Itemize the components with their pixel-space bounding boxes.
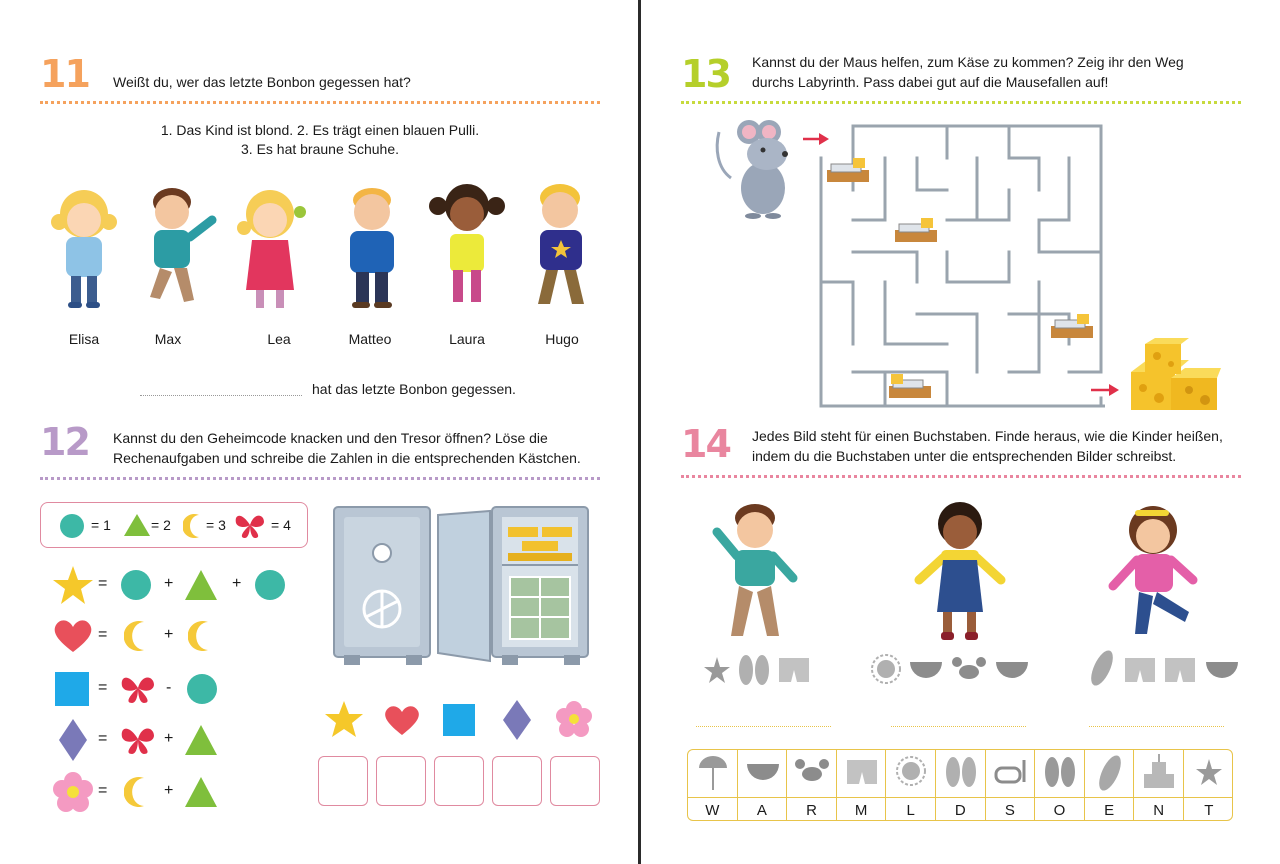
butterfly-icon: [120, 722, 156, 756]
sandcastle-icon: [1140, 754, 1178, 790]
shorts-icon: [1123, 656, 1157, 684]
circle-icon: [120, 569, 152, 601]
flip-flops-icon: [944, 756, 978, 788]
kid-laura-illustration: [424, 182, 510, 317]
code-legend: [40, 502, 308, 548]
triangle-icon: [123, 512, 151, 538]
divider-12: [40, 477, 600, 480]
letter-key-cell: [986, 750, 1036, 821]
equals-sign: =: [98, 782, 108, 799]
mousetrap-icon: [893, 216, 939, 244]
starfish-icon: [1195, 758, 1223, 786]
letter-key-cell: [787, 750, 837, 821]
question-11-number: 11: [40, 52, 89, 96]
letter-r: R: [806, 802, 817, 819]
right-page: [641, 0, 1280, 864]
mouse-illustration: [711, 118, 799, 220]
kid-hugo-illustration: [522, 180, 602, 317]
equation-diamond: [50, 718, 290, 762]
triangle-icon: [184, 724, 218, 756]
mousetrap-icon: [825, 156, 871, 184]
answer-suffix-11: hat das letzte Bonbon gegessen.: [312, 381, 516, 397]
equation-heart: [50, 614, 290, 658]
letter-t: T: [1204, 802, 1214, 819]
code-diamond-icon: [502, 699, 532, 741]
code-answer-box-5[interactable]: [550, 756, 600, 806]
mousetrap-icon: [887, 372, 933, 400]
girl-bob-illustration: [1105, 500, 1201, 642]
equation-square: [50, 667, 290, 711]
circle-icon: [254, 569, 286, 601]
kid-name-elisa: Elisa: [68, 331, 100, 347]
clue-group-2: [871, 654, 1041, 686]
moon-icon: [124, 620, 152, 652]
butterfly-icon: [120, 671, 156, 705]
equation-star: [50, 563, 290, 607]
question-14-text-line-1: Jedes Bild steht für einen Buchstaben. Finde heraus, wie die Kinder heißen,: [752, 428, 1223, 444]
code-answer-box-4[interactable]: [492, 756, 542, 806]
triangle-icon: [184, 569, 218, 601]
plus-sign: +: [164, 626, 174, 643]
code-flower-icon: [554, 700, 594, 738]
moon-icon: [188, 620, 216, 652]
legend-moon-value: = 3: [206, 517, 226, 533]
butterfly-icon: [234, 510, 266, 540]
code-star-icon: [324, 700, 364, 738]
mousetrap-icon: [1049, 312, 1095, 340]
snorkel-mask-icon: [993, 758, 1029, 788]
clue-line-1: 1. Das Kind ist blond. 2. Es trägt einen blauen Pulli.: [160, 122, 480, 138]
kid-elisa-illustration: [44, 182, 124, 317]
letter-key-cell: [886, 750, 936, 821]
watermelon-icon: [746, 762, 780, 782]
letter-key-cell: [936, 750, 986, 821]
flower-icon: [52, 772, 94, 812]
plus-sign: +: [232, 575, 242, 592]
letter-key-strip: [687, 749, 1233, 821]
code-square-icon: [442, 703, 476, 737]
letter-o: O: [1053, 802, 1066, 819]
circle-icon: [59, 513, 85, 539]
divider-13: [681, 101, 1241, 104]
legend-triangle-value: = 2: [151, 517, 171, 533]
maze-exit-arrow-icon: [1089, 383, 1121, 397]
code-heart-icon: [383, 704, 421, 736]
diamond-icon: [58, 718, 88, 762]
name-answer-line-1[interactable]: [696, 726, 831, 727]
equation-flower: [50, 770, 290, 814]
equals-sign: =: [98, 626, 108, 643]
kid-lea-illustration: [232, 182, 312, 317]
flip-flops-icon: [1043, 756, 1077, 788]
divider-11: [40, 101, 600, 104]
moon-icon: [183, 513, 207, 539]
name-answer-line-3[interactable]: [1089, 726, 1224, 727]
star-icon: [52, 565, 94, 605]
answer-blank-11[interactable]: [140, 395, 302, 396]
clue-group-1: [703, 654, 823, 686]
kid-max-illustration: [132, 182, 222, 317]
square-icon: [54, 671, 90, 707]
code-answer-box-3[interactable]: [434, 756, 484, 806]
letter-key-cell: [837, 750, 887, 821]
letter-n: N: [1153, 802, 1165, 819]
heart-icon: [52, 618, 94, 654]
question-12-text-line-1: Kannst du den Geheimcode knacken und den Tresor öffnen? Löse die: [113, 430, 548, 446]
triangle-icon: [184, 776, 218, 808]
circle-icon: [186, 673, 218, 705]
plus-sign: +: [164, 575, 174, 592]
letter-l: L: [906, 802, 915, 819]
plus-sign: +: [164, 730, 174, 747]
divider-14: [681, 475, 1241, 478]
code-answer-box-1[interactable]: [318, 756, 368, 806]
safe-illustration: [330, 505, 592, 667]
letter-a: A: [756, 802, 767, 819]
question-14-number: 14: [681, 422, 730, 466]
letter-m: M: [854, 802, 868, 819]
surfboard-icon: [1087, 648, 1117, 688]
kid-name-max: Max: [154, 331, 182, 347]
question-13-text-line-2: durchs Labyrinth. Pass dabei gut auf die Mausefallen auf!: [752, 74, 1109, 90]
question-12-number: 12: [40, 420, 89, 464]
kid-name-hugo: Hugo: [545, 331, 579, 347]
question-11-text: Weißt du, wer das letzte Bonbon gegessen hat?: [113, 74, 411, 90]
watermelon-icon: [909, 660, 943, 680]
surfboard-icon: [1095, 752, 1125, 794]
letter-key-cell: [1085, 750, 1135, 821]
kid-matteo-illustration: [332, 182, 412, 317]
letter-key-cell: [688, 750, 738, 821]
clue-line-2: 3. Es hat braune Schuhe.: [241, 141, 399, 157]
question-14-text-line-2: indem du die Buchstaben unter die entsprechenden Bilder schreibst.: [752, 448, 1177, 464]
shorts-icon: [1163, 656, 1197, 684]
crab-icon: [794, 756, 830, 788]
plus-sign: +: [164, 782, 174, 799]
letter-key-cell: [1134, 750, 1184, 821]
kid-name-laura: Laura: [449, 331, 485, 347]
umbrella-icon: [697, 754, 729, 792]
question-12-text-line-2: Rechenaufgaben und schreibe die Zahlen in die entsprechenden Kästchen.: [113, 450, 581, 466]
equals-sign: =: [98, 679, 108, 696]
legend-butterfly-value: = 4: [271, 517, 291, 533]
letter-w: W: [705, 802, 720, 819]
letter-e: E: [1104, 802, 1115, 819]
equals-sign: =: [98, 575, 108, 592]
cheese-illustration: [1127, 338, 1223, 414]
crab-icon: [951, 654, 987, 686]
shorts-icon: [845, 758, 879, 786]
equals-sign: =: [98, 730, 108, 747]
question-13-number: 13: [681, 52, 730, 96]
kid-name-matteo: Matteo: [348, 331, 392, 347]
code-answer-box-2[interactable]: [376, 756, 426, 806]
left-page: [0, 0, 639, 864]
watermelon-icon: [1205, 660, 1239, 680]
letter-key-cell: [738, 750, 788, 821]
kid-name-lea: Lea: [267, 331, 291, 347]
boy-illustration: [711, 500, 801, 642]
sun-icon: [896, 756, 926, 786]
letter-key-cell: [1035, 750, 1085, 821]
flip-flops-icon: [737, 654, 771, 686]
clue-group-3: [1087, 648, 1257, 688]
minus-sign: -: [166, 679, 172, 696]
watermelon-icon: [995, 660, 1029, 680]
letter-d: D: [954, 802, 966, 819]
starfish-icon: [703, 656, 731, 684]
shorts-icon: [777, 656, 811, 684]
question-13-text-line-1: Kannst du der Maus helfen, zum Käse zu kommen? Zeig ihr den Weg: [752, 54, 1184, 70]
girl-curly-illustration: [913, 500, 1007, 642]
moon-icon: [124, 776, 152, 808]
name-answer-line-2[interactable]: [891, 726, 1026, 727]
letter-s: S: [1004, 802, 1015, 819]
legend-circle-value: = 1: [91, 517, 111, 533]
letter-key-cell: [1184, 750, 1233, 821]
sun-icon: [871, 654, 901, 684]
